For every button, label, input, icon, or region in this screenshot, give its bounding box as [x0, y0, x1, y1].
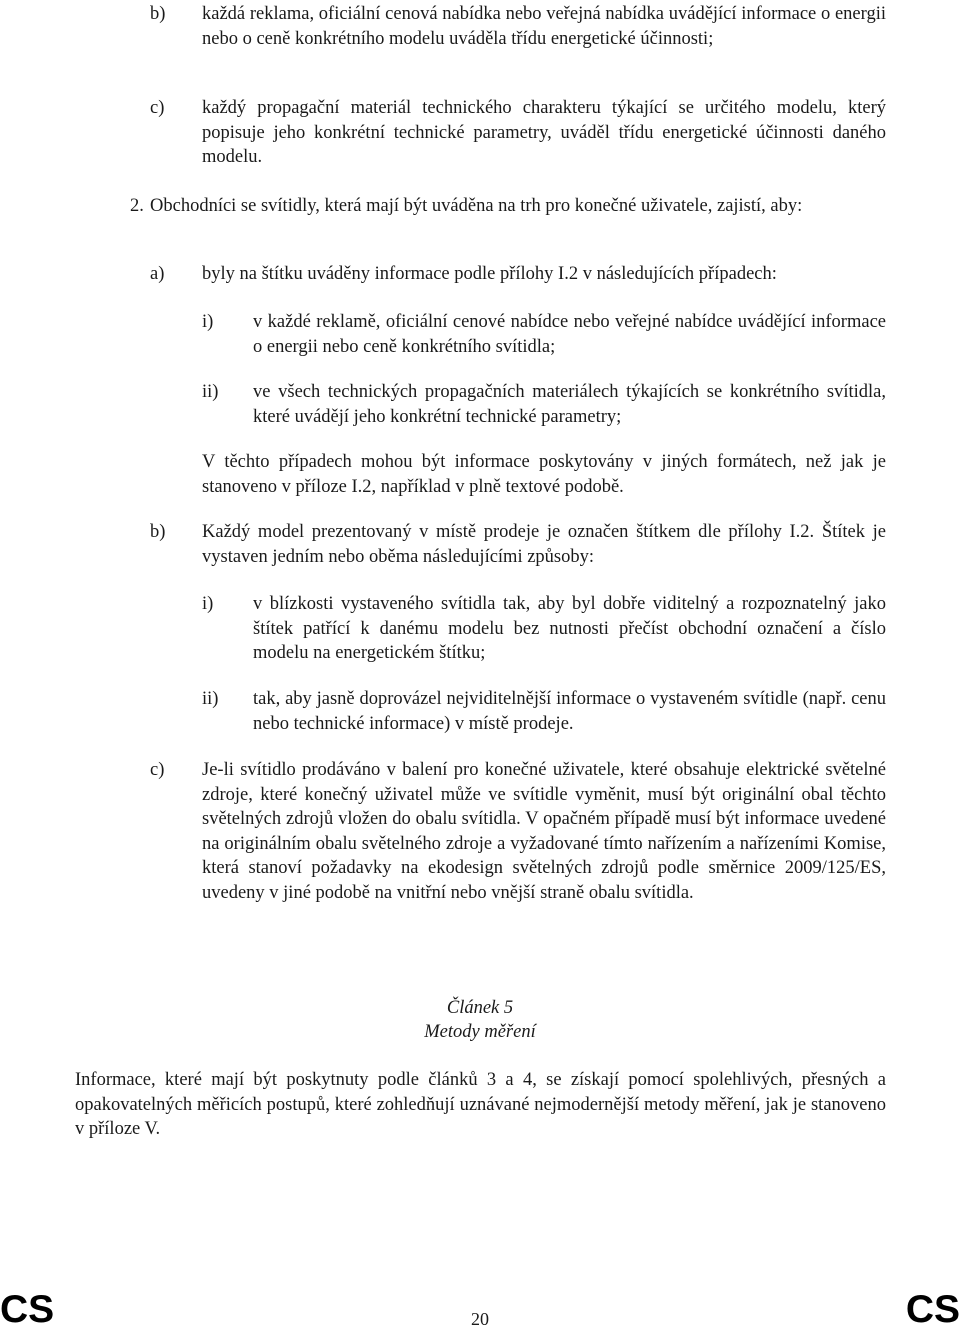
paragraph-2-intro: [150, 194, 890, 219]
item-label-c2: c): [150, 760, 165, 780]
article-heading: Článek 5: [446, 998, 514, 1018]
item-text-c2: Je-li svítidlo prodáváno v balení pro konečné uživatele, které obsahuje elektrické světelné zdroje, které konečný uživatel může ve svítidle vyměnit, musí být originální obal těchto světelných zdrojů vložen do obalu svítidla. V opačném případě musí být informace uvedené na originálním obalu světelného zdroje a vyžadované tímto nařízením a nařízeními Komise, která stanoví požadavky na ekodesign světelných zdrojů podle směrnice 2009/125/ES, uvedeny v jiné podobě na vnitřní nebo vnější straně obalu svítidla.: [202, 760, 886, 903]
subitem-label-a-i: i): [202, 312, 214, 332]
footer-language-right: CS: [905, 1288, 960, 1331]
item-label-b2: b): [150, 522, 166, 542]
subitem-text-b-i: v blízkosti vystaveného svítidla tak, aby byl dobře viditelný a rozpoznatelný jako štítek patřící k danému modelu bez nutnosti přečíst obchodní označení a číslo modelu na energetickém štítku;: [253, 594, 886, 663]
subitem-label-b-ii: ii): [202, 689, 219, 709]
article-title: Metody měření: [424, 1022, 536, 1042]
item-a-note: V těchto případech mohou být informace poskytovány v jiných formátech, než jak je stanoveno v příloze I.2, například v plně textové podobě.: [202, 452, 886, 497]
paragraph-number-2: 2.: [130, 196, 144, 216]
subitem-text-b-ii: tak, aby jasně doprovázel nejviditelnější informace o vystaveném svítidle (např. cenu nebo technické informace) v místě prodeje.: [253, 689, 886, 734]
item-text-c: každý propagační materiál technického charakteru týkající se určitého modelu, který popisuje jeho konkrétní technické parametry, uváděl třídu energetické účinnosti daného modelu.: [202, 98, 886, 167]
item-label-a: a): [150, 264, 165, 284]
paragraph-2-intro-text: Obchodníci se svítidly, která mají být uváděna na trh pro konečné uživatele, zajistí, aby:: [150, 196, 803, 216]
subitem-text-a-ii: ve všech technických propagačních materiálech týkajících se konkrétního svítidla, které uvádějí jeho konkrétní technické parametry;: [253, 382, 886, 427]
subitem-label-a-ii: ii): [202, 382, 219, 402]
subitem-label-b-i: i): [202, 594, 214, 614]
item-label-b: b): [150, 4, 166, 24]
item-text-b: každá reklama, oficiální cenová nabídka nebo veřejná nabídka uvádějící informace o energii nebo o ceně konkrétního modelu uváděla třídu energetické účinnosti;: [202, 4, 886, 49]
item-text-b2: Každý model prezentovaný v místě prodeje je označen štítkem dle přílohy I.2. Štítek je vystaven jedním nebo oběma následujícími způsoby:: [202, 522, 886, 567]
item-label-c: c): [150, 98, 165, 118]
page-number: 20: [471, 1309, 489, 1329]
footer-language-left: CS: [0, 1288, 55, 1331]
subitem-text-a-i: v každé reklamě, oficiální cenové nabídce nebo veřejné nabídce uvádějící informace o energii nebo ceně konkrétního svítidla;: [253, 312, 886, 357]
item-text-a: byly na štítku uváděny informace podle přílohy I.2 v následujících případech:: [202, 264, 777, 284]
article-body: Informace, které mají být poskytnuty podle článků 3 a 4, se získají pomocí spolehlivých, přesných a opakovatelných měřicích postupů, které zohledňují uznávané nejmodernější metody měření, jak je stanoveno v příloze V.: [75, 1070, 886, 1139]
